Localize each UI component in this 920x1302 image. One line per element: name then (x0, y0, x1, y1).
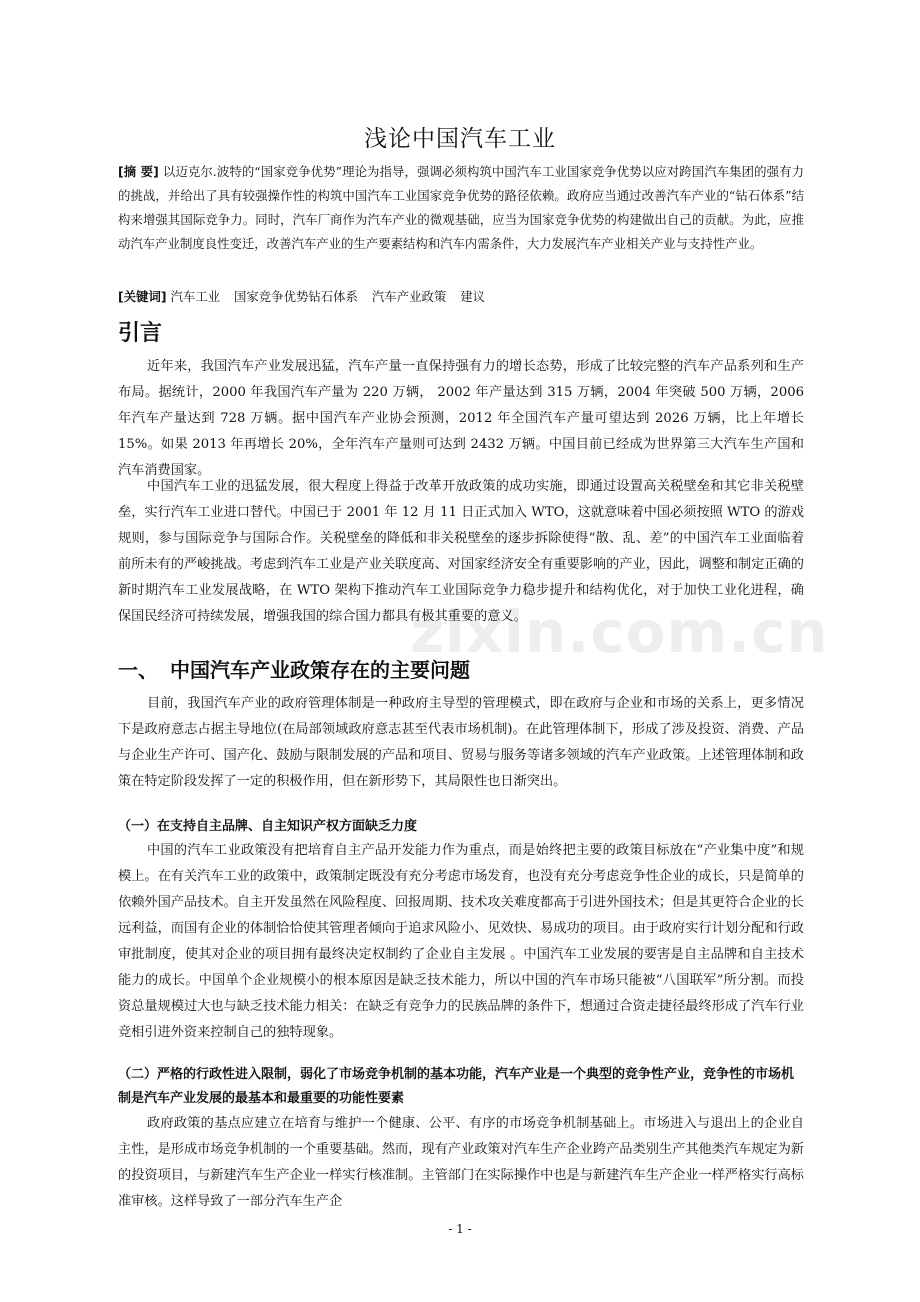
keywords-label: [关键词] (118, 289, 167, 304)
section-1-heading (118, 654, 470, 683)
section-1-number: 一、 (118, 658, 158, 682)
subsection-2-heading: （二）严格的行政性进入限制，弱化了市场竞争机制的基本功能，汽车产业是一个典型的竞争性产业，竞争性的市场机制是汽车产业发展的最基本和最重要的功能性要素 (118, 1067, 795, 1106)
subsection-2-text: 政府政策的基点应建立在培育与维护一个健康、公平、有序的市场竞争机制基础上。市场进入与退出上的企业自主性，是形成市场竞争机制的一个重要基础。然而，现有产业政策对汽车生产企业跨产品类别生产其他类汽车规定为新的投资项目，与新建汽车生产企业一样实行核准制。主管部门在实际操作中也是与新建汽车生产企业一样严格实行高标准审核。这样导致了一部分汽车生产企 (118, 1116, 804, 1209)
abstract-text: 以迈克尔.波特的“国家竞争优势”理论为指导，强调必须构筑中国汽车工业国家竞争优势以应对跨国汽车集团的强有力的挑战，并给出了具有较强操作性的构筑中国汽车工业国家竞争优势的路径依赖。政府应当通过改善汽车产业的“钻石体系”结构来增强其国际竞争力。同时，汽车厂商作为汽车产业的微观基础，应当为国家竞争优势的构建做出自己的贡献。为此，应推动汽车产业制度良性变迁，改善汽车产业的生产要素结构和汽车内需条件，大力发展汽车产业相关产业与支持性产业。 (118, 164, 805, 251)
intro-heading: 引言 (118, 321, 163, 346)
page-number: - 1 - (448, 1222, 472, 1236)
document-title: 浅论中国汽车工业 (364, 126, 556, 152)
keyword: 汽车工业 (170, 289, 221, 304)
intro-paragraph-2: 中国汽车工业的迅猛发展，很大程度上得益于改革开放政策的成功实施，即通过设置高关税壁垒和其它非关税壁垒，实行汽车工业进口替代。中国已于 2001 年 12 月 11 日正式加入 WTO，这就意味着中国必须按照 WTO 的游戏规则，参与国际竞争与国际合作。关税壁垒的降低和非关税壁垒的逐步拆除使得“散、乱、差”的中国汽车工业面临着前所未有的严峻挑战。考虑到汽车工业是产业关联度高、对国家经济安全有重要影响的产业，因此，调整和制定正确的新时期汽车工业发展战略，在 WTO 架构下推动汽车工业国际竞争力稳步提升和结构优化，对于加快工业化进程，确保国民经济可持续发展，增强我国的综合国力都具有极其重要的意义。 (118, 479, 804, 624)
keyword: 汽车产业政策 (371, 289, 447, 304)
abstract (118, 160, 804, 256)
keyword: 国家竞争优势钻石体系 (234, 289, 358, 304)
section-1-intro: 目前，我国汽车产业的政府管理体制是一种政府主导型的管理模式，即在政府与企业和市场的关系上，更多情况下是政府意志占据主导地位(在局部领域政府意志甚至代表市场机制)。在此管理体制下，形成了涉及投资、消费、产品与企业生产许可、国产化、鼓励与限制发展的产品和项目、贸易与服务等诸多领域的汽车产业政策。上述管理体制和政策在特定阶段发挥了一定的积极作用，但在新形势下，其局限性也日渐突出。 (118, 696, 804, 789)
watermark: zixin.com.cn (410, 598, 829, 666)
subsection-1-text: 中国的汽车工业政策没有把培育自主产品开发能力作为重点，而是始终把主要的政策目标放在“产业集中度”和规模上。在有关汽车工业的政策中，政策制定既没有充分考虑市场发育，也没有充分考虑竞争性企业的成长，只是简单的依赖外国产品技术。自主开发虽然在风险程度、回报周期、技术攻关难度都高于引进外国技术；但是其更符合企业的长远利益，而国有企业的体制恰恰使其管理者倾向于追求风险小、见效快、易成功的项目。由于政府实行计划分配和行政审批制度，使其对企业的项目拥有最终决定权制约了企业自主发展 。中国汽车工业发展的要害是自主品牌和自主技术能力的成长。中国单个企业规模小的根本原因是缺乏技术能力，所以中国的汽车市场只能被“八国联军”所分割。而投资总量规模过大也与缺乏技术能力相关：在缺乏有竞争力的民族品牌的条件下，想通过合资走捷径最终形成了汽车行业竞相引进外资来控制自己的独特现象。 (118, 843, 804, 1040)
intro-paragraph-1: 近年来，我国汽车产业发展迅猛，汽车产量一直保持强有力的增长态势，形成了比较完整的汽车产品系列和生产布局。据统计，2000 年我国汽车产量为 220 万辆， 2002 年产量达到 315 万辆，2004 年突破 500 万辆，2006 年汽车产量达到 728 万辆。据中国汽车产业协会预测，2012 年全国汽车产量可望达到 2026 万辆，比上年增长 15%。如果 2013 年再增长 20%，全年汽车产量则可达到 2432 万辆。中国目前已经成为世界第三大汽车生产国和汽车消费国家。 (118, 359, 804, 478)
keyword: 建议 (460, 289, 486, 304)
subsection-1-heading: （一）在支持自主品牌、自主知识产权方面缺乏力度 (118, 819, 418, 834)
keywords (118, 285, 804, 309)
abstract-label: [摘 要] (118, 164, 159, 179)
section-1-title: 中国汽车产业政策存在的主要问题 (170, 658, 470, 682)
